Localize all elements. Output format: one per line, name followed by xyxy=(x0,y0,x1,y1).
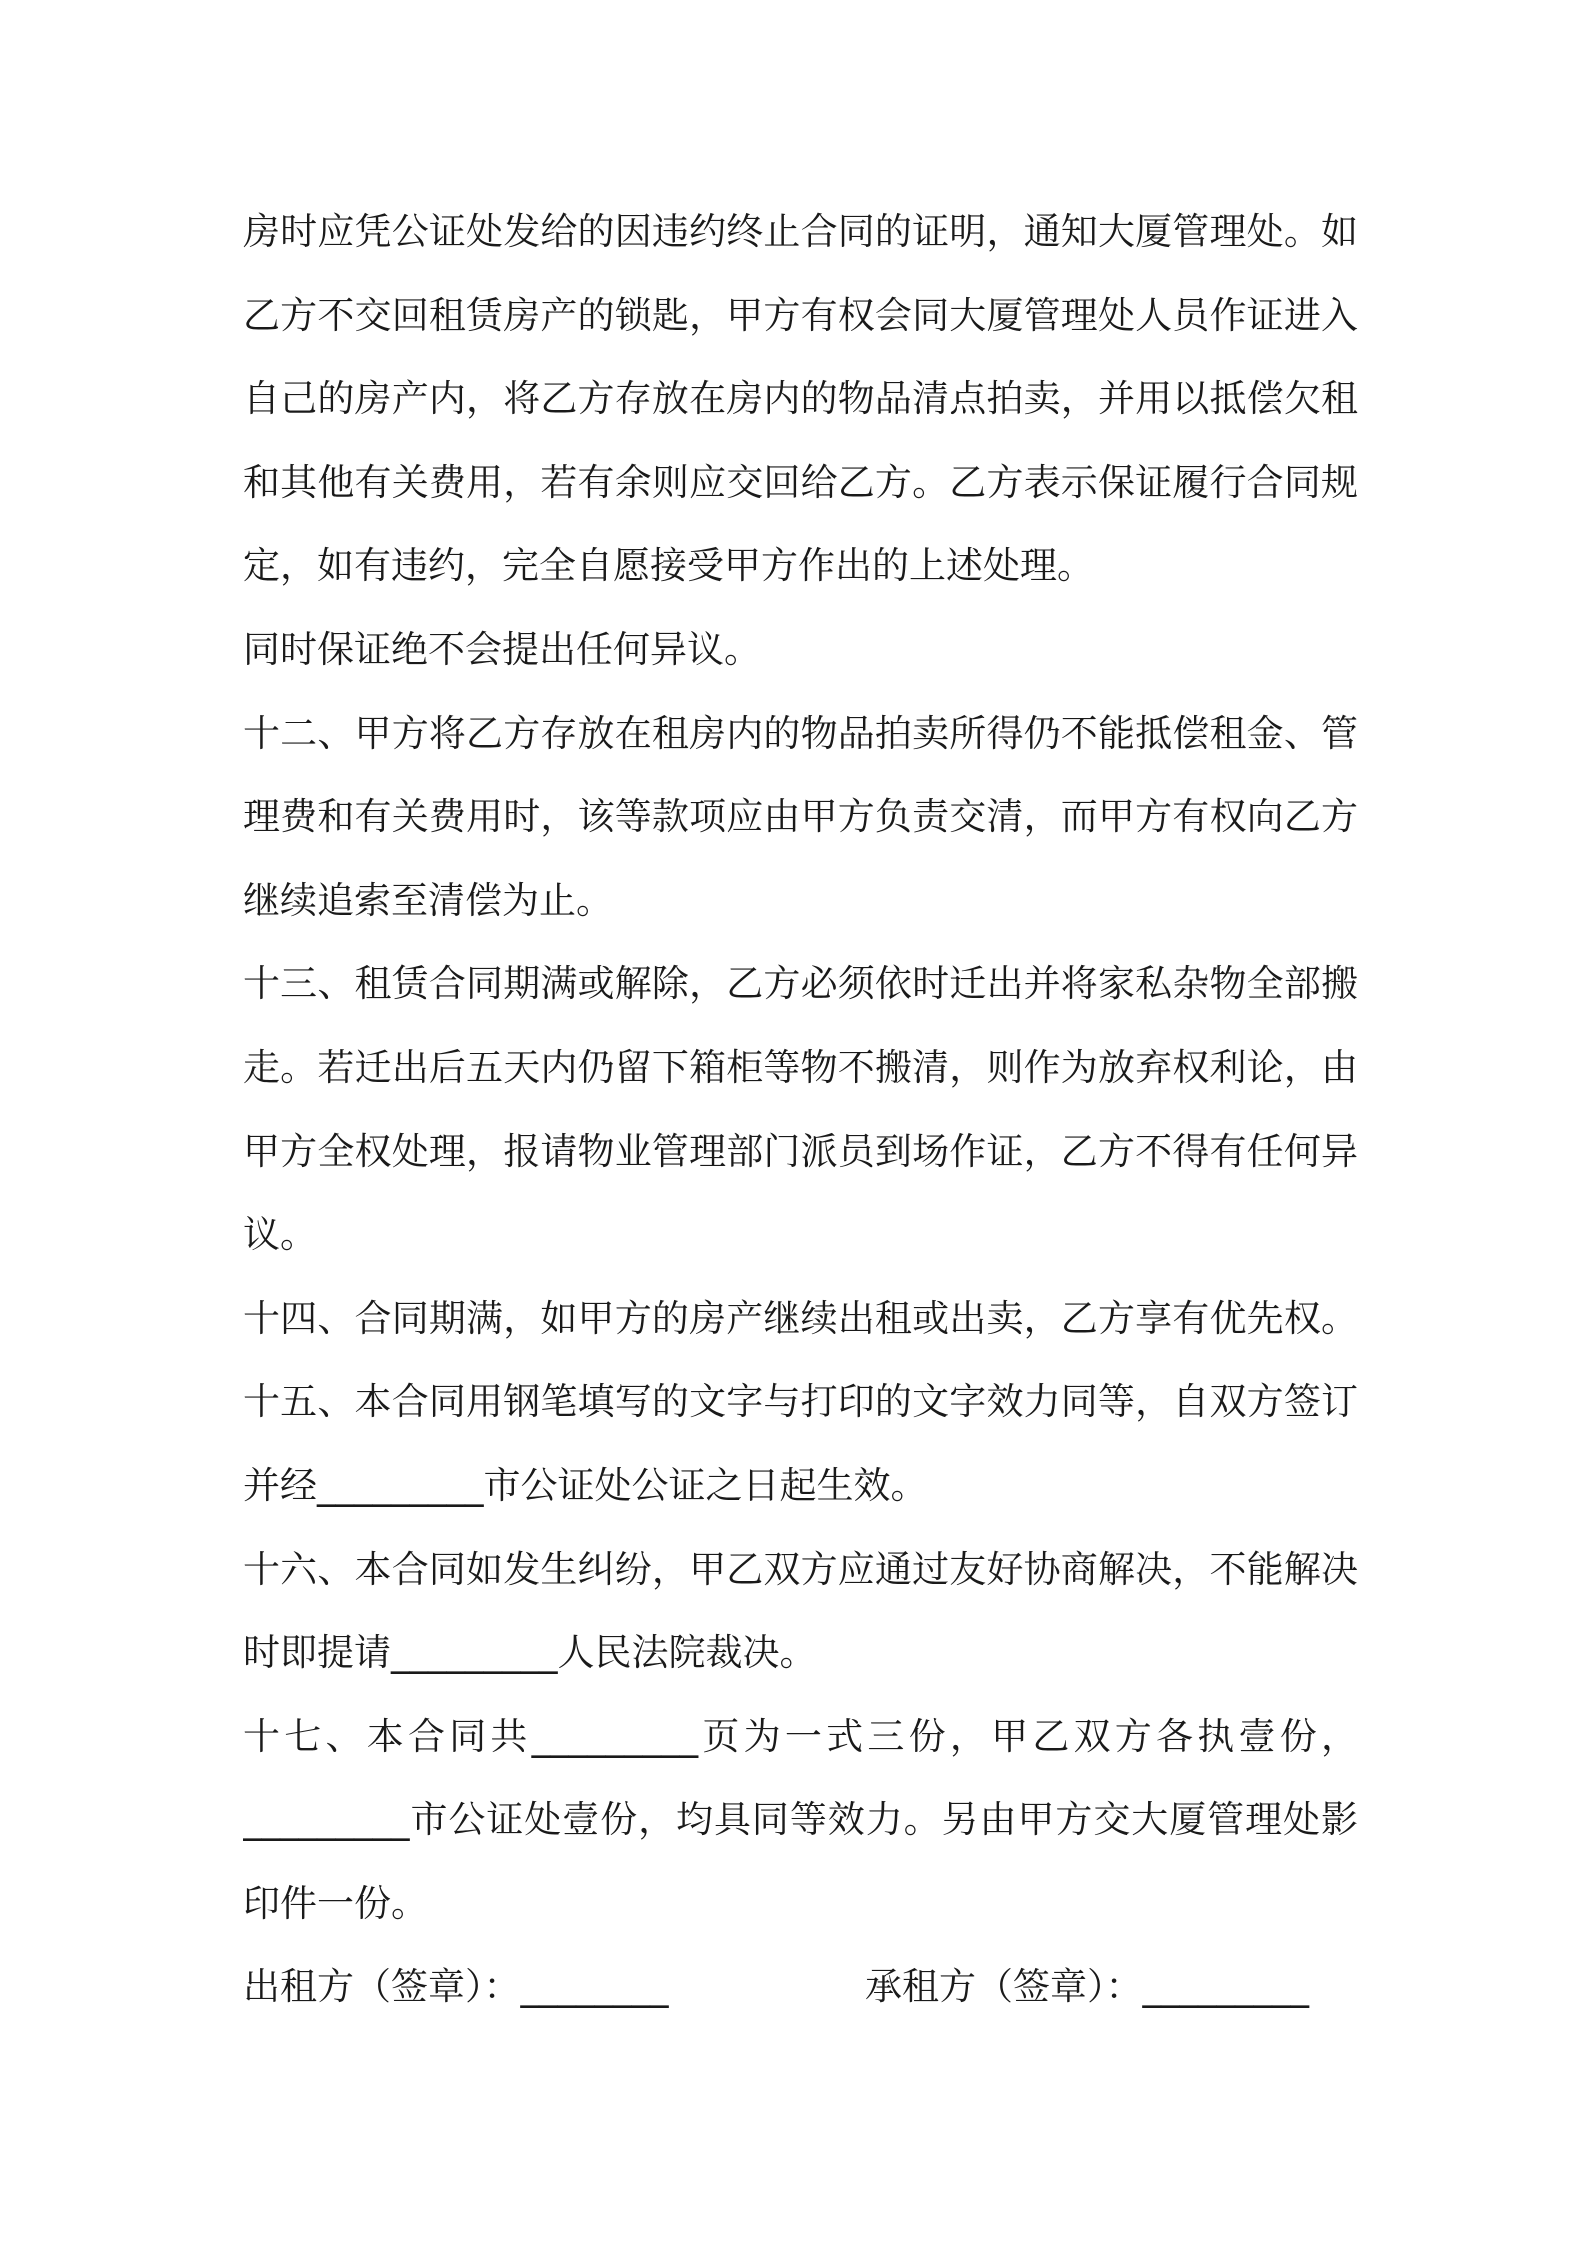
clause-16-line: 十六、本合同如发生纠纷，甲乙双方应通过友好协商解决，不能解决 xyxy=(243,1547,1358,1591)
text-line: 继续追索至清偿为止。 xyxy=(243,878,613,922)
text-line: 和其他有关费用，若有余则应交回给乙方。乙方表示保证履行合同规 xyxy=(243,460,1358,504)
text-line: 走。若迁出后五天内仍留下箱柜等物不搬清，则作为放弃权利论，由 xyxy=(243,1045,1358,1089)
clause-12-line: 十二、甲方将乙方存放在租房内的物品拍卖所得仍不能抵偿租金、管 xyxy=(243,711,1358,755)
text-line: 同时保证绝不会提出任何异议。 xyxy=(243,627,761,671)
clause-15-line: 十五、本合同用钢笔填写的文字与打印的文字效力同等，自双方签订 xyxy=(243,1380,1358,1424)
text-line: 房时应凭公证处发给的因违约终止合同的证明，通知大厦管理处。如 xyxy=(243,210,1358,253)
lessee-signature: 承租方（签章）：_________ xyxy=(865,1965,1309,2009)
clause-17-line: 十七、本合同共_________页为一式三份，甲乙双方各执壹份， xyxy=(243,1714,1358,1758)
text-line: 乙方不交回租赁房产的锁匙，甲方有权会同大厦管理处人员作证进入 xyxy=(243,293,1358,337)
text-line: _________市公证处壹份，均具同等效力。另由甲方交大厦管理处影 xyxy=(243,1798,1358,1842)
text-line: 议。 xyxy=(243,1213,317,1257)
contract-body xyxy=(243,202,1358,2041)
clause-13-line: 十三、租赁合同期满或解除，乙方必须依时迁出并将家私杂物全部搬 xyxy=(243,962,1358,1006)
lessor-signature: 出租方（签章）：________ xyxy=(243,1965,669,2009)
text-line: 自己的房产内，将乙方存放在房内的物品清点拍卖，并用以抵偿欠租 xyxy=(243,377,1358,421)
clause-14-line: 十四、合同期满，如甲方的房产继续出租或出卖，乙方享有优先权。 xyxy=(243,1296,1358,1340)
text-line: 并经_________市公证处公证之日起生效。 xyxy=(243,1463,928,1507)
text-line: 印件一份。 xyxy=(243,1881,428,1925)
text-line: 时即提请_________人民法院裁决。 xyxy=(243,1631,817,1675)
text-line: 定，如有违约，完全自愿接受甲方作出的上述处理。 xyxy=(243,544,1094,588)
text-line: 甲方全权处理，报请物业管理部门派员到场作证，乙方不得有任何异 xyxy=(243,1129,1358,1173)
text-line: 理费和有关费用时，该等款项应由甲方负责交清，而甲方有权向乙方 xyxy=(243,795,1358,839)
signature-row xyxy=(243,1957,1358,2041)
